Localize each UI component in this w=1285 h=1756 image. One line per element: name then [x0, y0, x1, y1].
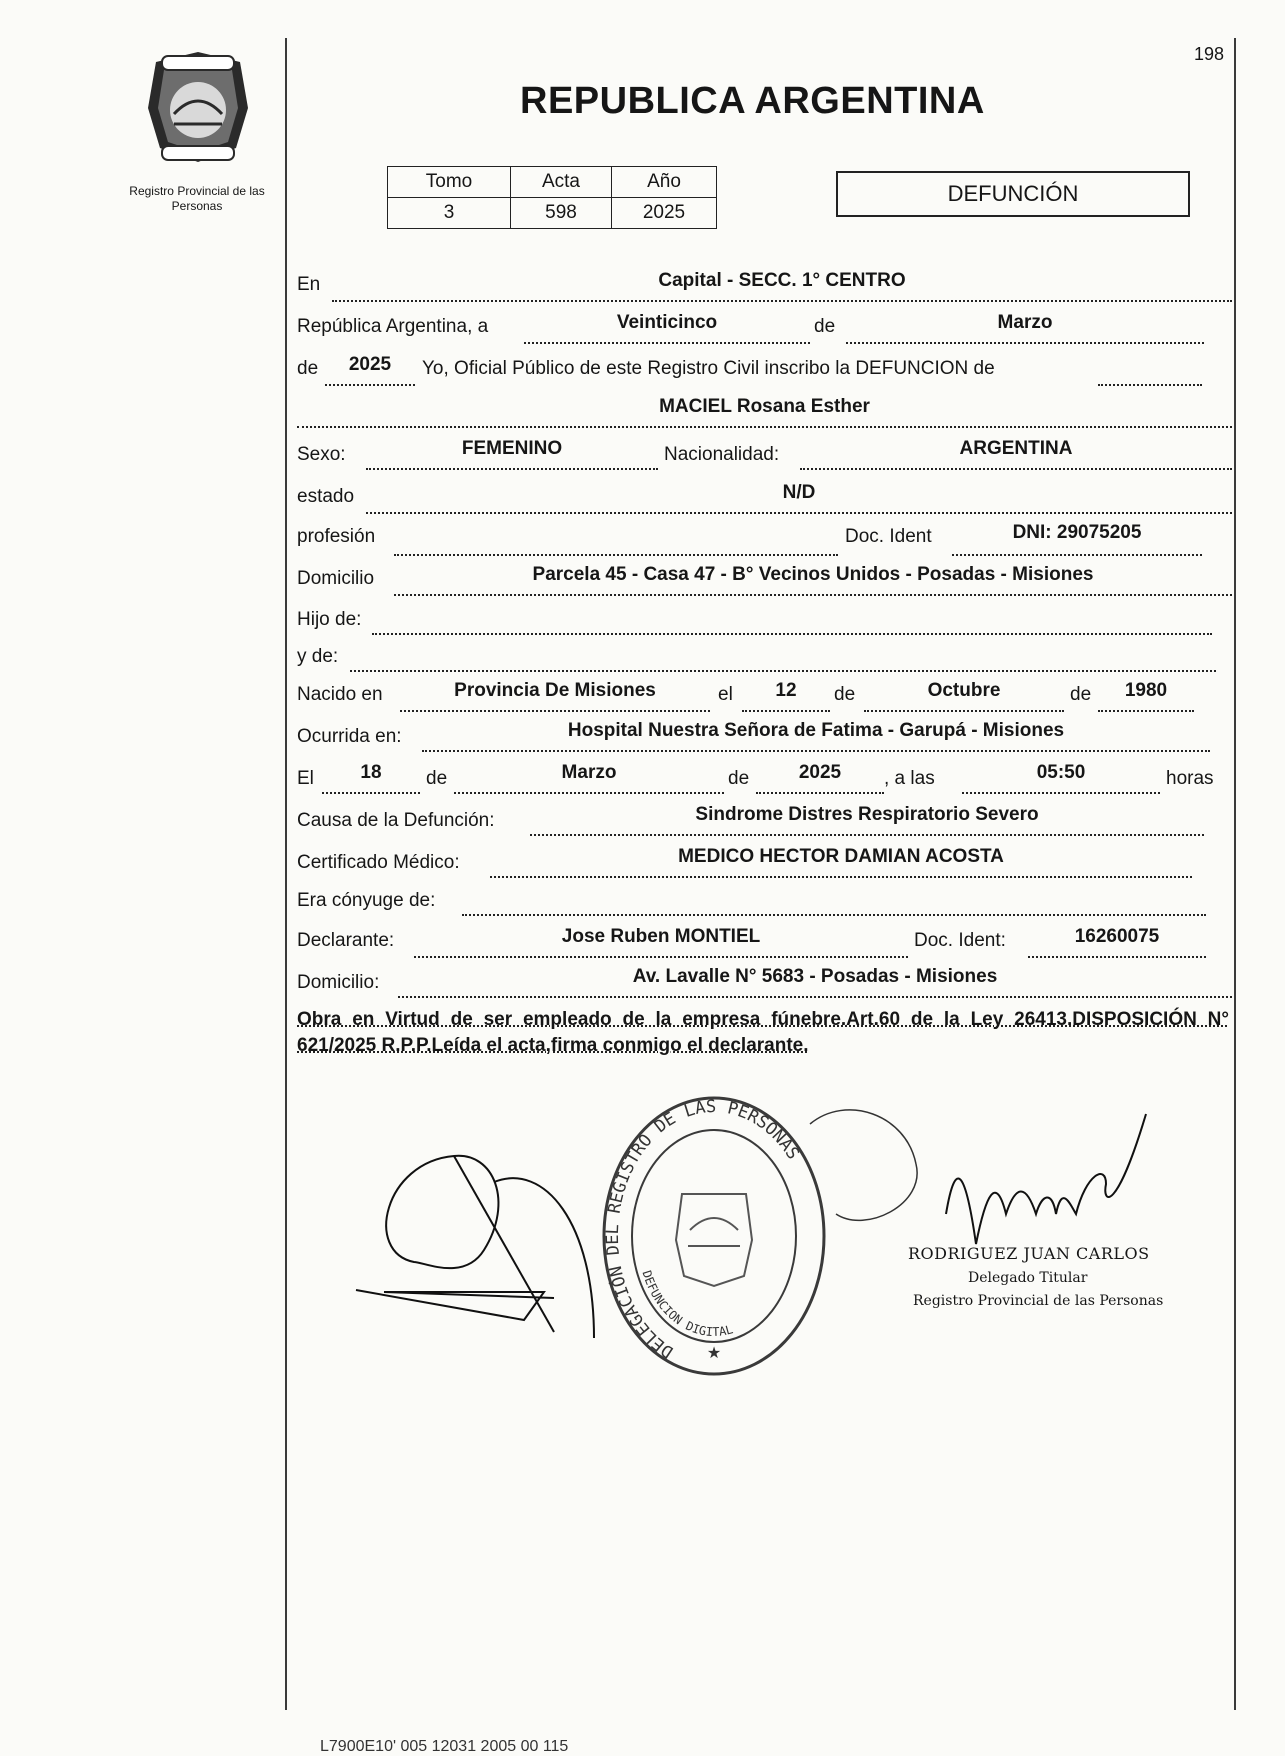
certificado-label: Certificado Médico: — [297, 852, 460, 873]
de-label: de — [814, 316, 836, 337]
page-title: REPUBLICA ARGENTINA — [520, 80, 985, 122]
muerte-dia-value: 18 — [360, 762, 382, 783]
dia-value: Veinticinco — [616, 312, 718, 333]
org-name: Registro Provincial de las Personas — [129, 184, 265, 213]
doc2-value: 16260075 — [1074, 926, 1160, 947]
footer-code: L7900E10' 005 12031 2005 00 115 — [320, 1738, 569, 1755]
official-signature — [806, 1094, 1166, 1254]
hijo-label: Hijo de: — [297, 609, 362, 630]
declarante-value: Jose Ruben MONTIEL — [561, 926, 761, 947]
en-label: En — [297, 274, 321, 295]
sexo-label: Sexo: — [297, 444, 346, 465]
domicilio2-value: Av. Lavalle N° 5683 - Posadas - Misiones — [632, 966, 998, 987]
republica-label: República Argentina, a — [297, 316, 489, 337]
nacido-anio-value: 1980 — [1124, 680, 1168, 701]
signer-role: Delegado Titular — [968, 1270, 1088, 1286]
el-label: el — [718, 684, 733, 705]
hora-value: 05:50 — [1036, 762, 1086, 783]
yo-text: Yo, Oficial Público de este Registro Civil inscribo la DEFUNCION de — [422, 358, 995, 379]
profesion-label: profesión — [297, 526, 376, 547]
yo-tail-field — [1098, 360, 1202, 386]
provincial-seal-logo — [140, 48, 256, 166]
page-number: 198 — [1194, 44, 1225, 64]
nacido-lugar-value: Provincia De Misiones — [454, 680, 656, 701]
register-table — [387, 166, 717, 229]
causa-value: Sindrome Distres Respiratorio Severo — [695, 804, 1039, 825]
nacido-dia-value: 12 — [775, 680, 797, 701]
nacido-label: Nacido en — [297, 684, 383, 705]
declarante-label: Declarante: — [297, 930, 395, 951]
horas-label: horas — [1166, 768, 1214, 789]
register-header-tomo: Tomo — [388, 167, 511, 198]
stamp-outer-text: DELEGACIÓN DEL REGISTRO DE LAS PERSONAS — [602, 1096, 803, 1362]
sexo-value: FEMENINO — [461, 438, 563, 459]
register-value-acta: 598 — [511, 198, 612, 229]
nacionalidad-value: ARGENTINA — [959, 438, 1073, 459]
obra-text: Obra en Virtud de ser empleado de la empresa fúnebre.Art.60 de la Ley 26413.DISPOSICIÓN N° 621/2025 R.P.P.Leída el acta,firma conmigo el declarante. — [297, 1009, 1229, 1056]
official-stamp — [598, 1090, 830, 1376]
nacido-de2-label: de — [1070, 684, 1092, 705]
anio-value: 2025 — [348, 354, 392, 375]
domicilio-value: Parcela 45 - Casa 47 - B° Vecinos Unidos - Posadas - Misiones — [532, 564, 1094, 585]
estado-label: estado — [297, 486, 355, 507]
muerte-anio-value: 2025 — [798, 762, 842, 783]
signer-org: Registro Provincial de las Personas — [913, 1293, 1164, 1309]
muerte-mes-value: Marzo — [561, 762, 617, 783]
register-value-anio: 2025 — [612, 198, 717, 229]
register-value-tomo: 3 — [388, 198, 511, 229]
yde-field — [350, 646, 1216, 672]
stamp-inner-text: DEFUNCION DIGITAL — [639, 1268, 735, 1340]
right-margin-line — [1234, 38, 1236, 1710]
doc2-label: Doc. Ident: — [914, 930, 1006, 951]
lugar-value: Capital - SECC. 1° CENTRO — [658, 270, 906, 291]
conyuge-label: Era cónyuge de: — [297, 890, 436, 911]
mes-value: Marzo — [997, 312, 1053, 333]
signer-name: RODRIGUEZ JUAN CARLOS — [908, 1244, 1150, 1263]
nombre-value: MACIEL Rosana Esther — [659, 396, 870, 417]
left-margin-line — [285, 38, 287, 1710]
obra-paragraph — [297, 1007, 1229, 1059]
domicilio2-label: Domicilio: — [297, 972, 380, 993]
el2-label: El — [297, 768, 314, 789]
doc-value: DNI: 29075205 — [1012, 522, 1142, 543]
document-type-box: DEFUNCIÓN — [836, 171, 1190, 217]
estado-value: N/D — [782, 482, 816, 503]
yde-label: y de: — [297, 646, 339, 667]
ocurrida-label: Ocurrida en: — [297, 726, 402, 747]
nacido-de1-label: de — [834, 684, 856, 705]
declarant-signature — [344, 1142, 614, 1342]
conyuge-field — [462, 890, 1206, 916]
hijo-field — [372, 609, 1212, 635]
register-header-anio: Año — [612, 167, 717, 198]
stamp-star-icon: ★ — [706, 1345, 722, 1362]
nacido-mes-value: Octubre — [927, 680, 1001, 701]
domicilio-label: Domicilio — [297, 568, 375, 589]
anio-de-label: de — [297, 358, 319, 379]
ocurrida-value: Hospital Nuestra Señora de Fatima - Garupá - Misiones — [567, 720, 1065, 741]
certificado-value: MEDICO HECTOR DAMIAN ACOSTA — [678, 846, 1004, 867]
causa-label: Causa de la Defunción: — [297, 810, 495, 831]
doc-label: Doc. Ident — [845, 526, 932, 547]
profesion-field — [394, 530, 838, 556]
muerte-de2-label: de — [728, 768, 750, 789]
alas-label: , a las — [884, 768, 935, 789]
muerte-de1-label: de — [426, 768, 448, 789]
register-header-acta: Acta — [511, 167, 612, 198]
nacionalidad-label: Nacionalidad: — [664, 444, 780, 465]
